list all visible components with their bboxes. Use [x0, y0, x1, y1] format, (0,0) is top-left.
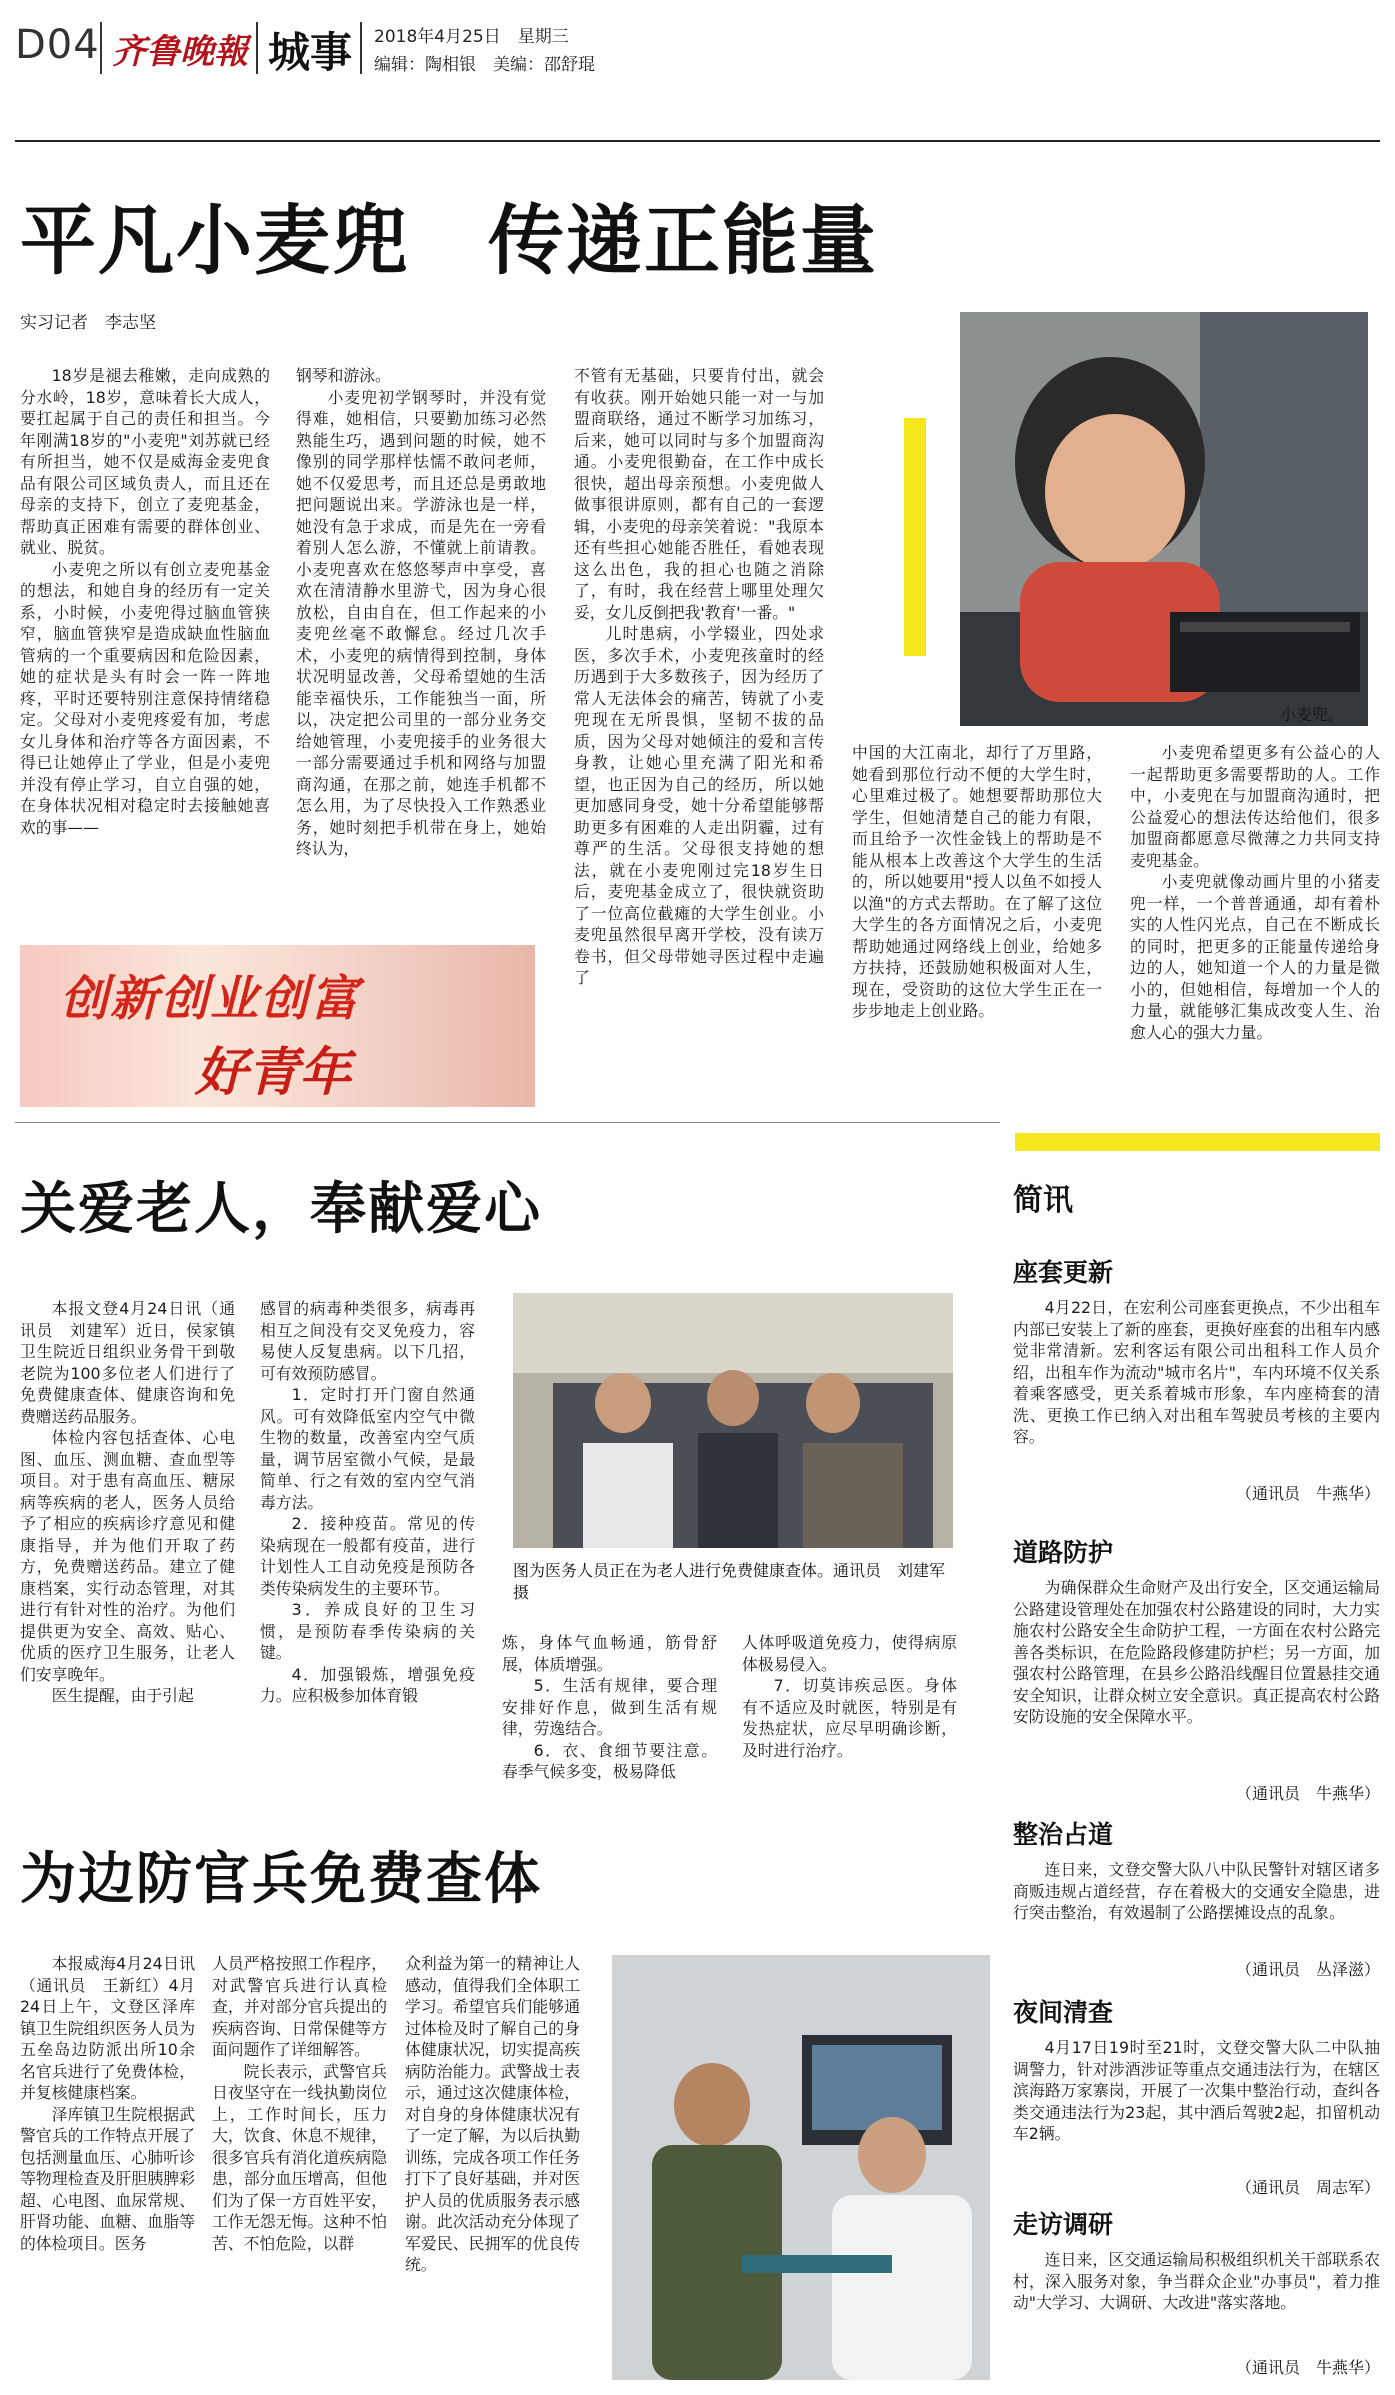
brief-credit: （通讯员 牛燕华） — [1235, 2358, 1380, 2377]
article1-column-1 — [20, 365, 270, 838]
paragraph: 小麦兜之所以有创立麦兜基金的想法，和她自身的经历有一定关系，小时候，小麦兜得过脑血管狭窄，脑血管狭窄是造成缺血性脑血管病的一个重要病因和危险因素，她的症状是头有时会一阵一阵地疼，平时还要特别注意保持情绪稳定。父母对小麦兜疼爱有加，考虑女儿身体和治疗等各方面因素，不得已让她停止了学业，但是小麦兜并没有停止学习，自立自强的她，在身体状况相对稳定时去接触她喜欢的事—— — [20, 559, 270, 837]
paragraph: 连日来，文登交警大队八中队民警针对辖区诸多商贩违规占道经营，存在着极大的交通安全隐患，进行突击整治，有效遏制了公路摆摊设点的乱象。 — [1013, 1860, 1380, 1922]
header-divider — [256, 22, 258, 74]
paragraph: 不管有无基础，只要肯付出，就会有收获。刚开始她只能一对一与加盟商联络，通过不断学习加练习，后来，她可以同时与多个加盟商沟通。小麦兜很勤奋，在工作中成长很快，超出母亲预想。小麦兜做人做事很讲原则，都有自己的一套逻辑，小麦兜的母亲笑着说："我原本还有些担心她能否胜任，看她表现这么出色，我的担心也随之消除了，有时，我在经营上哪里处理欠妥，女儿反倒把我'教育'一番。" — [574, 366, 824, 622]
paragraph: 体检内容包括查体、心电图、血压、测血糖、查血型等项目。对于患有高血压、糖尿病等疾病的老人，医务人员给予了相应的疾病诊疗意见和健康指导，并为他们开取了药方，免费赠送药品。建立了健康档案，实行动态管理，对其进行有针对性的治疗。为他们提供更为安全、高效、贴心、优质的医疗卫生服务，让老人们安享晚年。 — [20, 1428, 235, 1684]
photo-illustration — [612, 1955, 990, 2380]
paragraph: 小麦兜希望更多有公益心的人一起帮助更多需要帮助的人。工作中，小麦兜在与加盟商沟通时，把公益爱心的想法传达给他们，很多加盟商都愿意尽微薄之力共同支持麦兜基金。 — [1130, 743, 1380, 870]
article1-photo — [960, 312, 1368, 726]
paragraph: 4月17日19时至21时，文登交警大队二中队抽调警力，针对涉酒涉证等重点交通违法行为，在辖区滨海路万家寨岗，开展了一次集中整治行动，查纠各类交通违法行为23起，其中酒后驾驶2起，扣留机动车2辆。 — [1013, 2038, 1380, 2143]
issue-date: 2018年4月25日 星期三 — [374, 27, 569, 47]
banner-line-2: 好青年 — [195, 1043, 352, 1103]
brief-heading: 道路防护 — [1013, 1538, 1114, 1567]
article2-column-4 — [742, 1632, 957, 1761]
article2-photo — [513, 1293, 953, 1548]
paragraph: 5．生活有规律，要合理安排好作息，做到生活有规律，劳逸结合。 — [502, 1676, 717, 1738]
article1-column-3 — [574, 365, 824, 989]
paragraph: 泽库镇卫生院根据武警官兵的工作特点开展了包括测量血压、心肺听诊等物理检查及肝胆胰脾彩超、心电图、血尿常规、肝肾功能、血糖、血脂等的体检项目。医务 — [20, 2104, 195, 2253]
paragraph: 感冒的病毒种类很多，病毒再相互之间没有交叉免疫力，容易使人反复患病。以下几招，可有效预防感冒。 — [260, 1299, 475, 1383]
paper-logo: 齐鲁晚報 — [112, 32, 248, 72]
briefs-column — [1013, 1125, 1380, 2385]
paragraph: 2．接种疫苗。常见的传染病现在一般都有疫苗，进行计划性人工自动免疫是预防各类传染病发生的主要环节。 — [260, 1514, 475, 1598]
paragraph: 小麦兜初学钢琴时，并没有觉得难，她相信，只要勤加练习必然熟能生巧，遇到问题的时候，她不像别的同学那样怯懦不敢问老师，她不仅爱思考，而且还总是勇敢地把问题说出来。学游泳也是一样，她没有急于求成，而是先在一旁看着别人怎么游，不懂就上前请教。小麦兜喜欢在悠悠琴声中享受，喜欢在清清静水里游弋，因为身心很放松，自由自在，但工作起来的小麦兜丝毫不敢懈怠。经过几次手术，小麦兜的病情得到控制，身体状况明显改善，父母希望她的生活能幸福快乐，工作能独当一面，所以，决定把公司里的一部分业务交给她管理，小麦兜接手的业务很大一部分需要通过手机和网络与加盟商沟通，在那之前，她连手机都不怎么用，为了尽快投入工作熟悉业务，她时刻把手机带在身上，她始终认为， — [296, 387, 546, 858]
paragraph: 为确保群众生命财产及出行安全，区交通运输局公路建设管理处在加强农村公路建设的同时，大力实施农村公路安全生命防护工程，一方面在农村公路完善各类标识，在危险路段修建防护栏；另一方面，加强农村公路管理，在县乡公路沿线醒目位置悬挂交通安全知识，让群众树立安全意识。真正提高农村公路安防设施的安全保障水平。 — [1013, 1578, 1380, 1726]
article3-headline: 为边防官兵免费查体 — [20, 1847, 542, 1912]
paragraph: 小麦兜就像动画片里的小猪麦兜一样，一个普普通通，却有着朴实的人性闪光点，自己在不断成长的同时，把更多的正能量传递给身边的人，她知道一个人的力量是微小的，但她相信，每增加一个人的力量，就能够汇集成改变人生、治愈人心的强大力量。 — [1130, 872, 1380, 1042]
paragraph: 院长表示，武警官兵日夜坚守在一线执勤岗位上，工作时间长，压力大，饮食、休息不规律，很多官兵有消化道疾病隐患，部分血压增高，但他们为了保一方百姓平安，工作无怨无悔。这种不怕苦、不怕危险，以群 — [212, 2061, 387, 2253]
photo-illustration — [960, 312, 1368, 726]
paragraph: 人体呼吸道免疫力，使得病原体极易侵入。 — [742, 1633, 957, 1674]
photo-illustration — [513, 1293, 953, 1548]
paragraph: 1．定时打开门窗自然通风。可有效降低室内空气中微生物的数量，改善室内空气质量，调节居室微小气候，是最简单、行之有效的室内空气消毒方法。 — [260, 1385, 475, 1512]
banner-line-1: 创新创业创富 — [60, 971, 361, 1027]
article3-column-2 — [212, 1953, 387, 2254]
article2-column-3 — [502, 1632, 717, 1783]
article1-column-4 — [852, 742, 1102, 1022]
paragraph: 4月22日，在宏利公司座套更换点，不少出租车内部已安装上了新的座套，更换好座套的出租车内感觉非常清新。宏利客运有限公司出租科工作人员介绍，出租车作为流动"城市名片"，车内环境不仅关系着乘客感受，更关系着城市形象，车内座椅套的清洗、更换工作已纳入对出租车驾驶员考核的主要内容。 — [1013, 1298, 1380, 1446]
paragraph: 4．加强锻炼，增强免疫力。应积极参加体育锻 — [260, 1664, 475, 1705]
section-name: 城事 — [268, 28, 353, 77]
paragraph: 中国的大江南北，却行了万里路，她看到那位行动不便的大学生时，心里难过极了。她想要帮助那位大学生，但她清楚自己的能力有限，而且给予一次性金钱上的帮助是不能从根本上改善这个大学生的生活的，所以她要用"授人以鱼不如授人以渔"的方式去帮助。在了解了这位大学生的各方面情况之后，小麦兜帮助她通过网络线上创业，给她多方扶持，还鼓励她积极面对人生，现在，受资助的这位大学生正在一步步地走上创业路。 — [852, 743, 1102, 1020]
brief-heading: 座套更新 — [1013, 1258, 1114, 1287]
page-number: D04 — [15, 22, 100, 68]
paragraph: 本报威海4月24日讯（通讯员 王新红）4月24日上午，文登区泽库镇卫生院组织医务人员为五垒岛边防派出所10余名官兵进行了免费体检，并复核健康档案。 — [20, 1954, 195, 2102]
paragraph: 18岁是褪去稚嫩，走向成熟的分水岭，18岁，意味着长大成人，要扛起属于自己的责任和担当。今年刚满18岁的"小麦兜"刘苏就已经有所担当，她不仅是威海金麦兜食品有限公司区域负责人，而且还在母亲的支持下，创立了麦兜基金，帮助真正困难有需要的群体创业、就业、脱贫。 — [20, 366, 270, 557]
brief-heading: 走访调研 — [1013, 2210, 1114, 2239]
paragraph: 医生提醒，由于引起 — [51, 1686, 194, 1705]
briefs-title: 简讯 — [1013, 1183, 1073, 1218]
brief-credit: （通讯员 丛泽滋） — [1235, 1960, 1380, 1979]
paragraph: 连日来，区交通运输局积极组织机关干部联系农村，深入服务对象，争当群众企业"办事员"，着力推动"大学习、大调研、大改进"落实落地。 — [1013, 2250, 1380, 2312]
brief-credit: （通讯员 牛燕华） — [1235, 1784, 1380, 1803]
article3-column-1 — [20, 1953, 195, 2254]
paragraph: 炼，身体气血畅通，筋骨舒展，体质增强。 — [502, 1633, 717, 1674]
header-divider — [100, 22, 102, 74]
article3-column-3 — [405, 1953, 580, 2276]
brief-body — [1013, 1859, 1380, 1924]
accent-bar — [904, 418, 926, 656]
brief-body — [1013, 1577, 1380, 1728]
brief-credit: （通讯员 周志军） — [1235, 2178, 1380, 2197]
brief-heading: 整治占道 — [1013, 1820, 1114, 1849]
article2-photo-caption: 图为医务人员正在为老人进行免费健康查体。通讯员 刘建军 摄 — [513, 1561, 962, 1602]
paragraph: 人员严格按照工作程序，对武警官兵进行认真检查，并对部分官兵提出的疾病咨询、日常保健等方面问题作了详细解答。 — [212, 1954, 387, 2059]
header-rule — [15, 140, 1380, 142]
youth-banner — [20, 945, 535, 1107]
brief-body — [1013, 1297, 1380, 1448]
brief-body — [1013, 2037, 1380, 2145]
article2-column-1 — [20, 1298, 235, 1707]
article1-photo-caption: 小麦兜。 — [1280, 705, 1345, 724]
article1-column-2 — [296, 365, 546, 860]
editors-line: 编辑：陶相银 美编：邵舒琨 — [374, 55, 595, 75]
article1-headline: 平凡小麦兜 传递正能量 — [20, 196, 878, 285]
paragraph: 众利益为第一的精神让人感动，值得我们全体职工学习。希望官兵们能够通过体检及时了解自己的身体健康状况，切实提高疾病防治能力。武警战士表示，通过这次健康体检，对自身的身体健康状况有了一定了解，为以后执勤训练，完成各项工作任务打下了良好基础，并对医护人员的优质服务表示感谢。此次活动充分体现了军爱民、民拥军的优良传统。 — [405, 1954, 580, 2274]
paragraph: 儿时患病，小学辍业，四处求医，多次手术，小麦兜孩童时的经历遇到于大多数孩子，因为经历了常人无法体会的痛苦，铸就了小麦兜现在无所畏惧，坚韧不拔的品质，因为父母对她倾注的爱和言传身教，让她心里充满了阳光和希望，也正因为自己的经历，所以她更加感同身受，她十分希望能够帮助更多有困难的人走出阴霾，过有尊严的生活。父母很支持她的想法，就在小麦兜刚过完18岁生日后，麦兜基金成立了，很快就资助了一位高位截瘫的大学生创业。小麦兜虽然很早离开学校，没有读万卷书，但父母带她寻医过程中走遍了 — [574, 624, 824, 987]
section-rule — [15, 1122, 1000, 1123]
paragraph: 7．切莫讳疾忌医。身体有不适应及时就医，特别是有发热症状，应尽早明确诊断，及时进行治疗。 — [742, 1676, 957, 1760]
article2-column-2 — [260, 1298, 475, 1707]
brief-body — [1013, 2249, 1380, 2314]
brief-heading: 夜间清查 — [1013, 1998, 1114, 2027]
paragraph: 6．衣、食细节要注意。春季气候多变，极易降低 — [502, 1740, 717, 1781]
header-divider — [360, 22, 362, 74]
article3-photo — [612, 1955, 990, 2380]
paragraph: 3．养成良好的卫生习惯，是预防春季传染病的关键。 — [260, 1600, 475, 1662]
brief-credit: （通讯员 牛燕华） — [1235, 1484, 1380, 1503]
article1-column-5 — [1130, 742, 1380, 1043]
paragraph: 钢琴和游泳。 — [296, 366, 391, 385]
article1-byline: 实习记者 李志坚 — [20, 313, 156, 333]
article2-headline: 关爱老人，奉献爱心 — [20, 1177, 542, 1242]
paragraph: 本报文登4月24日讯（通讯员 刘建军）近日，侯家镇卫生院近日组织业务骨干到敬老院为100多位老人们进行了免费健康查体、健康咨询和免费赠送药品服务。 — [20, 1299, 235, 1426]
